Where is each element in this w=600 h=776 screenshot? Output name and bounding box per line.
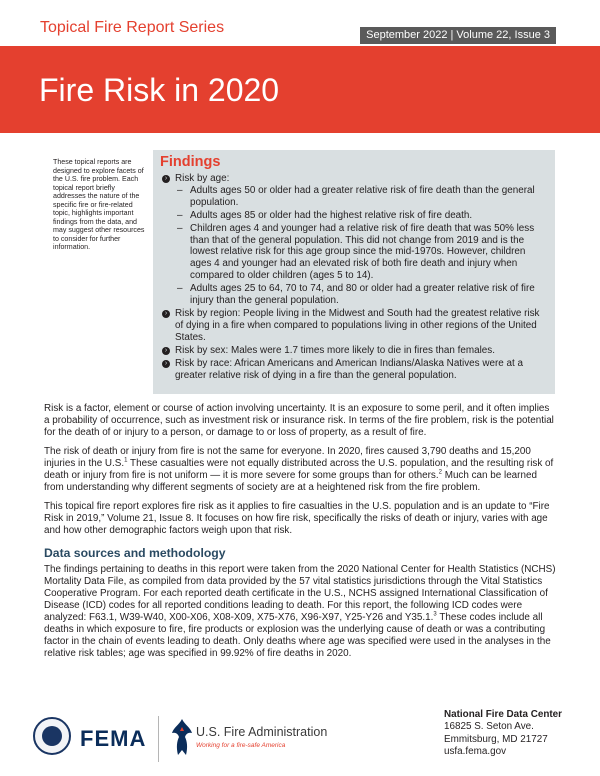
text-run: The risk of death or injury from fire is not the same for everyone. In 2020, fires caused 3,790 deaths and 15,200 injuries in the U.S. xyxy=(44,446,531,469)
contact-address xyxy=(444,709,562,758)
sub-finding-text: Adults ages 85 or older had the highest relative risk of fire death. xyxy=(190,209,473,221)
series-title: Topical Fire Report Series xyxy=(40,19,225,36)
org-name: National Fire Data Center xyxy=(444,709,562,720)
paragraph-risk-definition: Risk is a factor, element or course of action involving uncertainty. It is an exposure to some peril, and it often implies a probability of occurrence, such as investment risk or insurance risk. In terms of the fire problem, risk is the potential for the death of or injury to a person, or damage to or loss of property, as a result of fire. xyxy=(44,403,554,438)
text-run: These casualties were not equally distributed across the U.S. population, and the resulting risk of death or injury from fire is not uniform — it is more severe for some groups than for others. xyxy=(44,458,554,481)
dash-icon: – xyxy=(177,222,183,234)
dhs-seal-icon xyxy=(33,717,71,755)
sub-finding-text: Children ages 4 and younger had a relative risk of fire death that was 50% less than that of the general population. This did not change from 2019 and is the lowest relative risk for this age group since the mid-1970s. However, children ages 4 and younger had an elevated risk of both fire death and injury when compared to older children (ages 5 to 14). xyxy=(190,222,535,282)
bullet-chevron-icon: › xyxy=(162,310,170,318)
footer-divider xyxy=(158,716,159,762)
footnote-ref-2[interactable]: 2 xyxy=(438,469,442,476)
usfa-name: U.S. Fire Administration xyxy=(196,725,328,739)
finding-item xyxy=(160,308,547,344)
paragraph-methods xyxy=(44,564,556,660)
findings-list xyxy=(160,173,547,381)
paragraph-report-scope: This topical fire report explores fire risk as it applies to fire casualties in the U.S. population and is an update to “Fire Risk in 2019,” Volume 21, Issue 8. It focuses on how fire risk, specifically the risks of death or injury, varies with age and how other demographic factors weigh upon that risk. xyxy=(44,501,550,536)
bullet-chevron-icon: › xyxy=(162,347,170,355)
finding-text: Risk by race: African Americans and American Indians/Alaska Natives were at a greater relative risk of dying in a fire than the general population. xyxy=(175,357,523,381)
dash-icon: – xyxy=(177,209,183,221)
city-address: Emmitsburg, MD 21727 xyxy=(444,733,548,745)
footnote-ref-1[interactable]: 1 xyxy=(124,457,128,464)
page-title: Fire Risk in 2020 xyxy=(39,72,280,108)
findings-box xyxy=(153,150,555,394)
finding-text: Risk by sex: Males were 1.7 times more likely to die in fires than females. xyxy=(175,344,495,356)
usfa-eagle-icon xyxy=(170,717,194,757)
footer xyxy=(0,700,600,776)
text-run: These codes include all deaths in which exposure to fire, fire products or explosion was the underlying cause of death or was a contributing factor in the chain of events leading to death. Only deaths where age was specified were used in the analyses in the relative risk tables; age was specified in 99.92% of fire deaths in 2020. xyxy=(44,612,551,659)
finding-item xyxy=(160,358,547,382)
website-link[interactable]: usfa.fema.gov xyxy=(444,745,507,757)
sub-finding-text: Adults ages 50 or older had a greater relative risk of fire death than the general population. xyxy=(190,184,535,208)
findings-heading: Findings xyxy=(160,154,221,170)
footnote-ref-3[interactable]: 3 xyxy=(433,611,437,618)
bullet-chevron-icon: › xyxy=(162,360,170,368)
methods-heading: Data sources and methodology xyxy=(44,546,226,560)
sub-finding xyxy=(175,185,547,209)
text-run: Much can be learned from understanding why different segments of society are at a heightened risk from the fire problem. xyxy=(44,470,537,493)
paragraph-casualties xyxy=(44,446,556,494)
finding-item xyxy=(160,173,547,307)
finding-item xyxy=(160,345,547,357)
sub-finding xyxy=(175,283,547,307)
text-run: The findings pertaining to deaths in this report were taken from the 2020 National Center for Health Statistics (NCHS) Mortality Data File, as compiled from data provided by the 57 vital statistics jurisdictions through the Vital Statistics Cooperative Program. For each reported death certificate in the U.S., NCHS assigned International Classification of Disease (ICD) codes for all reported conditions leading to death. For this report, the following ICD codes were analyzed: F63.1, W39-W40, X00-X06, X08-X09, X75-X76, X96-X97, Y25-Y26 and Y35.1. xyxy=(44,564,556,623)
dash-icon: – xyxy=(177,283,183,295)
dash-icon: – xyxy=(177,184,183,196)
finding-text: Risk by age: xyxy=(175,173,230,184)
fema-logo: FEMA xyxy=(80,726,147,751)
sub-finding xyxy=(175,210,547,222)
bullet-chevron-icon: › xyxy=(162,175,170,183)
street-address: 16825 S. Seton Ave. xyxy=(444,721,534,733)
finding-text: Risk by region: People living in the Midwest and South had the greatest relative risk of dying in a fire when compared to populations living in other regions of the United States. xyxy=(175,307,540,343)
title-banner xyxy=(0,46,600,133)
sub-finding-text: Adults ages 25 to 64, 70 to 74, and 80 or older had a greater relative risk of fire injury than the general population. xyxy=(190,283,535,307)
sub-finding xyxy=(175,223,547,283)
issue-badge: September 2022 | Volume 22, Issue 3 xyxy=(360,27,556,44)
finding-sublist xyxy=(175,185,547,307)
body-text xyxy=(44,403,556,667)
usfa-tagline: Working for a fire-safe America xyxy=(196,742,286,749)
sidebar-note: These topical reports are designed to explore facets of the U.S. fire problem. Each topical report briefly addresses the nature of the specific fire or fire-related topic, highlights important findings from the data, and may suggest other resources to consider for further information. xyxy=(53,158,145,251)
